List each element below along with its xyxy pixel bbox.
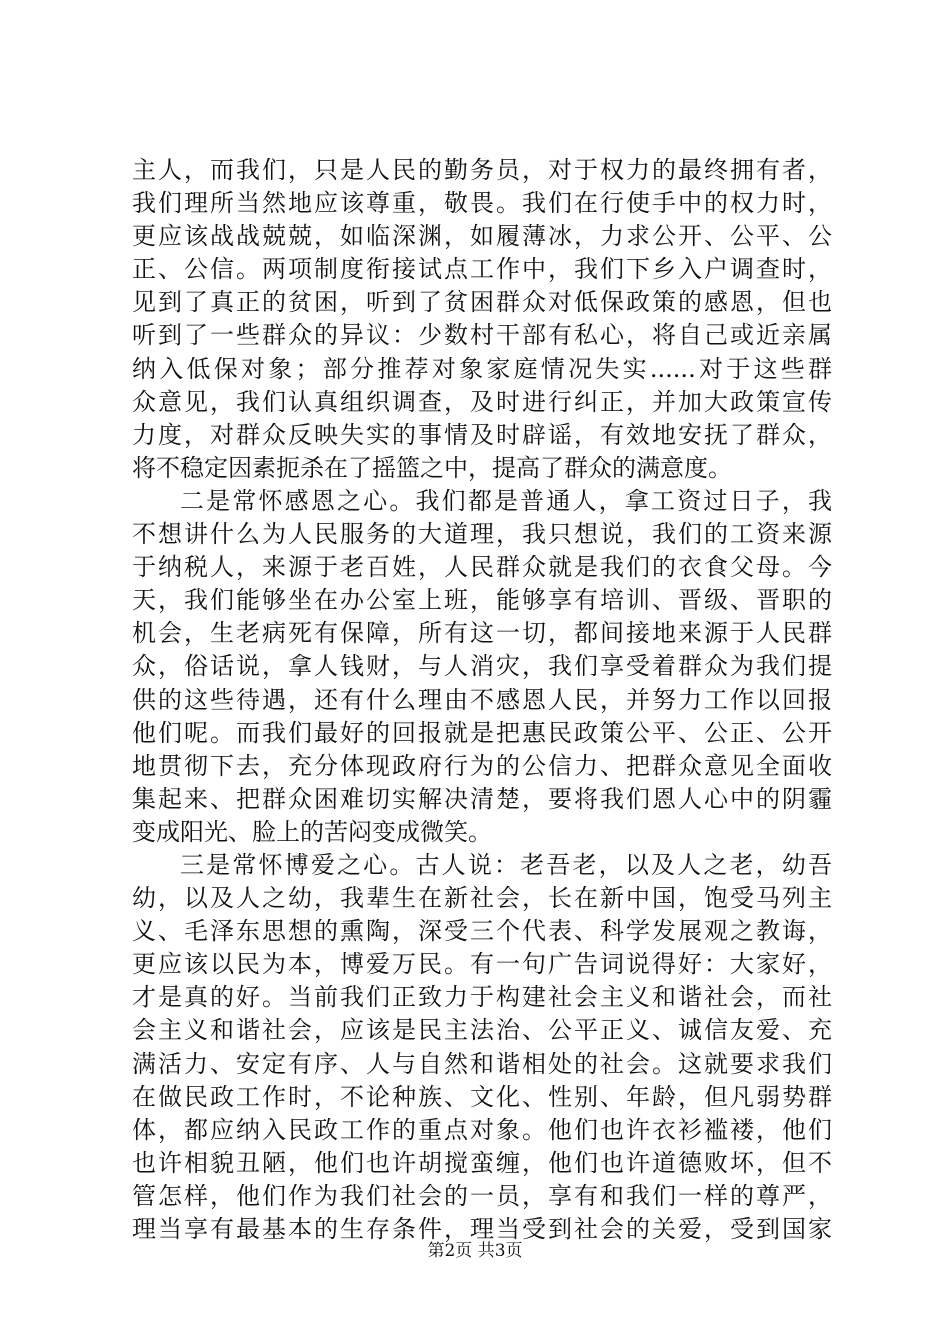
text-line: 会主义和谐社会，应该是民主法治、公平正义、诚信友爱、充 — [132, 1016, 832, 1045]
text-line: 才是真的好。当前我们正致力于构建社会主义和谐社会，而社 — [132, 983, 832, 1012]
text-line: 将不稳定因素扼杀在了摇篮之中，提高了群众的满意度。 — [132, 453, 732, 482]
text-line: 集起来、把群众困难切实解决清楚，要将我们恩人心中的阴霾 — [132, 784, 832, 813]
text-line: 于纳税人，来源于老百姓，人民群众就是我们的衣食父母。今 — [132, 553, 832, 582]
text-line: 更应该以民为本，博爱万民。有一句广告词说得好：大家好， — [132, 950, 832, 979]
text-line: 力度，对群众反映失实的事情及时辟谣，有效地安抚了群众， — [132, 420, 832, 449]
text-line: 机会，生老病死有保障，所有这一切，都间接地来源于人民群 — [132, 619, 832, 648]
document-body — [132, 154, 832, 1246]
text-line: 见到了真正的贫困，听到了贫困群众对低保政策的感恩，但也 — [132, 288, 832, 317]
text-line: 众意见，我们认真组织调查，及时进行纠正，并加大政策宣传 — [132, 387, 832, 416]
text-line: 天，我们能够坐在办公室上班，能够享有培训、晋级、晋职的 — [132, 586, 832, 615]
text-line: 供的这些待遇，还有什么理由不感恩人民，并努力工作以回报 — [132, 685, 832, 714]
text-line: 体，都应纳入民政工作的重点对象。他们也许衣衫褴褛，他们 — [132, 1115, 832, 1144]
text-line: 地贯彻下去，充分体现政府行为的公信力、把群众意见全面收 — [132, 751, 832, 780]
text-line: 正、公信。两项制度衔接试点工作中，我们下乡入户调查时， — [132, 255, 832, 284]
text-line: 满活力、安定有序、人与自然和谐相处的社会。这就要求我们 — [132, 1049, 832, 1078]
text-line: 更应该战战兢兢，如临深渊，如履薄冰，力求公开、公平、公 — [132, 222, 832, 251]
text-line: 主人，而我们，只是人民的勤务员，对于权力的最终拥有者， — [132, 156, 832, 184]
text-line: 纳入低保对象；部分推荐对象家庭情况失实......对于这些群 — [132, 354, 832, 383]
text-line: 幼，以及人之幼，我辈生在新社会，长在新中国，饱受马列主 — [132, 884, 832, 913]
text-line: 义、毛泽东思想的熏陶，深受三个代表、科学发展观之教诲， — [132, 917, 832, 946]
text-line: 二是常怀感恩之心。我们都是普通人，拿工资过日子，我 — [180, 486, 832, 515]
page-number-footer: 第2页 共3页 — [427, 1241, 523, 1261]
text-line: 理当享有最基本的生存条件，理当受到社会的关爱，受到国家 — [132, 1215, 832, 1243]
text-line: 听到了一些群众的异议：少数村干部有私心，将自己或近亲属 — [132, 321, 832, 350]
text-line: 管怎样，他们作为我们社会的一员，享有和我们一样的尊严， — [132, 1181, 832, 1210]
text-line: 我们理所当然地应该尊重，敬畏。我们在行使手中的权力时， — [132, 189, 832, 218]
text-line: 在做民政工作时，不论种族、文化、性别、年龄，但凡弱势群 — [132, 1082, 832, 1111]
text-line: 三是常怀博爱之心。古人说：老吾老，以及人之老，幼吾 — [180, 850, 832, 879]
text-line: 也许相貌丑陋，他们也许胡搅蛮缠，他们也许道德败坏，但不 — [132, 1148, 832, 1177]
text-line: 他们呢。而我们最好的回报就是把惠民政策公平、公正、公开 — [132, 718, 832, 747]
text-line: 变成阳光、脸上的苦闷变成微笑。 — [132, 817, 492, 846]
text-line: 众，俗话说，拿人钱财，与人消灾，我们享受着群众为我们提 — [132, 652, 832, 681]
text-line: 不想讲什么为人民服务的大道理，我只想说，我们的工资来源 — [132, 520, 832, 549]
